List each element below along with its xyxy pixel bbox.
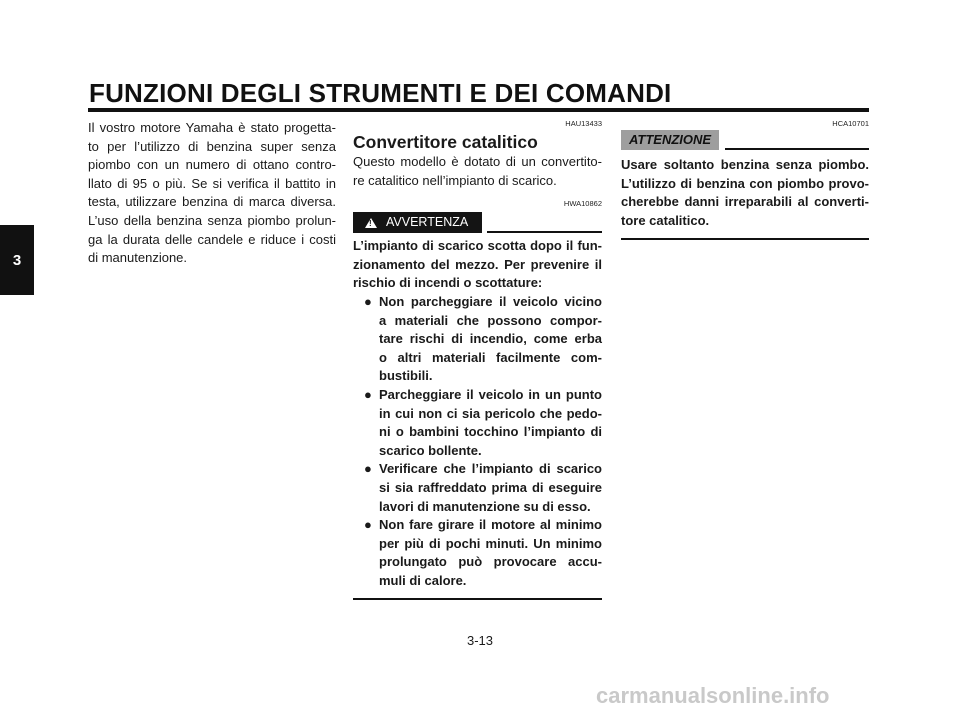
- header-rule: [88, 108, 869, 112]
- page-number: 3-13: [466, 633, 494, 648]
- text-line: di manutenzione.: [88, 250, 188, 266]
- text-line: o altri materiali facilmente com-: [379, 349, 602, 365]
- warning-badge: [353, 212, 482, 233]
- notice-ref-code: HCA10701: [832, 119, 869, 128]
- text-line: Parcheggiare il veicolo in un punto: [379, 386, 602, 402]
- list-item: [353, 386, 602, 460]
- text-line: tore catalitico.: [621, 212, 710, 228]
- text-line: piombo con un numero di ottano contro-: [88, 157, 336, 173]
- watermark: carmanualsonline.info: [596, 683, 830, 708]
- text-line: ga la durata delle candele e riduce i costi: [88, 231, 336, 247]
- text-line: cherebbe danni irreparabili al converti-: [621, 194, 869, 210]
- list-item: [353, 293, 602, 386]
- text-line: Non fare girare il motore al minimo: [379, 517, 602, 533]
- text-line: in cui non ci sia pericolo che pedo-: [379, 405, 602, 421]
- text-line: testa, utilizzare benzina di marca diversa.: [88, 194, 336, 210]
- text-line: L’uso della benzina senza piombo prolun-: [88, 212, 336, 228]
- bullet-dot-icon: ●: [364, 293, 372, 309]
- notice-body: [621, 156, 869, 230]
- notice-badge: ATTENZIONE: [621, 130, 719, 150]
- text-line: to per l’utilizzo di benzina super senza: [88, 138, 336, 154]
- text-line: muli di calore.: [379, 572, 467, 588]
- text-line: tare rischi di incendio, come erba: [379, 331, 602, 347]
- warning-ref-code: HWA10862: [563, 199, 602, 209]
- notice-header: [621, 130, 869, 150]
- notice-end-rule: [621, 238, 869, 240]
- text-line: Usare soltanto benzina senza piombo.: [621, 157, 869, 172]
- text-line: bustibili.: [379, 368, 433, 384]
- warning-symbol: !: [369, 218, 372, 228]
- text-line: L’utilizzo di benzina con piombo provo-: [621, 175, 869, 191]
- text-line: re catalitico nell’impianto di scarico.: [353, 172, 557, 188]
- text-line: Verificare che l’impianto di scarico: [379, 461, 602, 477]
- list-item: [353, 460, 602, 516]
- text-line: rischio di incendi o scottature:: [353, 275, 543, 291]
- section-title: Convertitore catalitico: [353, 132, 538, 152]
- bullet-dot-icon: ●: [364, 386, 372, 402]
- warning-rule: [487, 231, 602, 233]
- text-line: prolungato può provocare accu-: [379, 554, 602, 570]
- notice-rule: [725, 148, 869, 150]
- text-line: si sia raffreddato prima di eseguire: [379, 479, 602, 495]
- catalytic-section: [353, 119, 602, 600]
- warning-header: [353, 212, 602, 233]
- warning-triangle-icon: [365, 218, 377, 228]
- list-item: [353, 516, 602, 590]
- warning-body: [353, 237, 602, 590]
- bullet-dot-icon: ●: [364, 517, 372, 533]
- section-ref-code: HAU13433: [565, 119, 602, 128]
- text-line: scarico bollente.: [379, 442, 482, 458]
- bullet-dot-icon: ●: [364, 461, 372, 477]
- text-line: Il vostro motore Yamaha è stato progetta-: [88, 120, 336, 135]
- page-title: FUNZIONI DEGLI STRUMENTI E DEI COMANDI: [89, 78, 672, 108]
- text-line: per più di pochi minuti. Un minimo: [379, 535, 602, 551]
- warning-label: AVVERTENZA: [386, 215, 469, 230]
- text-line: a materiali che possono compor-: [379, 312, 602, 328]
- fuel-paragraph: [88, 119, 336, 268]
- text-line: Non parcheggiare il veicolo vicino: [379, 293, 602, 309]
- text-line: Questo modello è dotato di un convertito-: [353, 154, 602, 169]
- notice-section: [621, 119, 869, 240]
- text-line: L’impianto di scarico scotta dopo il fun-: [353, 238, 602, 254]
- warning-end-rule: [353, 598, 602, 600]
- chapter-tab: 3: [0, 225, 34, 295]
- text-line: llato di 95 o più. Se si verifica il battito in: [88, 175, 336, 191]
- text-line: zionamento del mezzo. Per prevenire il: [353, 256, 602, 272]
- text-line: lavori di manutenzione su di esso.: [379, 498, 591, 514]
- text-line: ni o bambini tocchino l’impianto di: [379, 424, 602, 440]
